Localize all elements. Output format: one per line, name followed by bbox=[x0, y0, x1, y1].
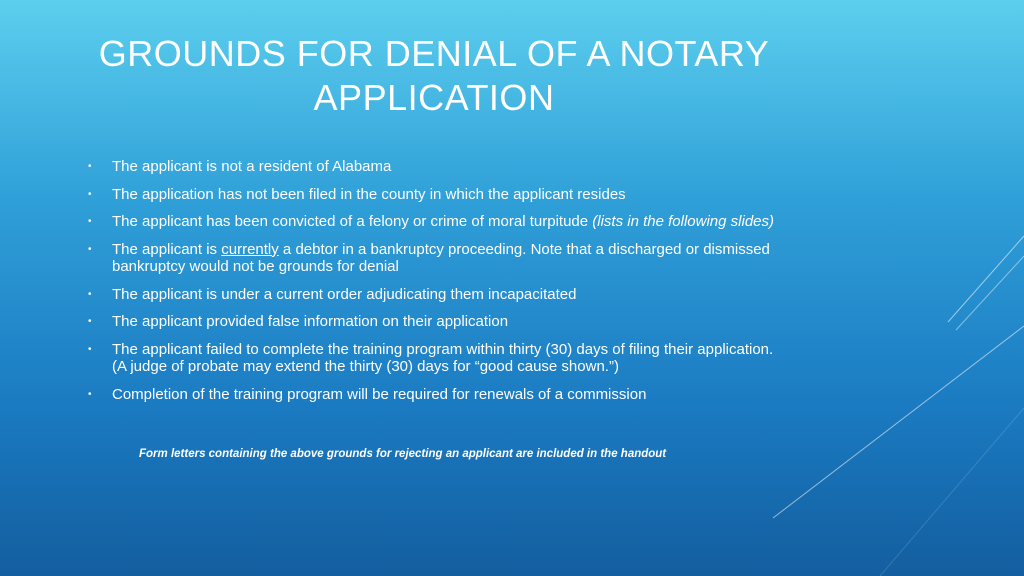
bullet-icon: • bbox=[88, 161, 92, 172]
bullet-text: The applicant is under a current order adjudicating them incapacitated bbox=[112, 285, 577, 303]
decorative-line bbox=[956, 256, 1024, 330]
bullet-text: The applicant has been convicted of a felony or crime of moral turpitude bbox=[112, 213, 593, 230]
footnote: Form letters containing the above grounds for rejecting an applicant are included in the handout bbox=[139, 448, 667, 460]
bullet-item-bankruptcy bbox=[88, 241, 788, 276]
bullet-text-italic: (lists in the following slides) bbox=[592, 213, 775, 230]
bullet-icon: • bbox=[88, 316, 92, 327]
bullet-item-incapacitated bbox=[88, 286, 788, 304]
slide-title-line-2: APPLICATION bbox=[313, 77, 555, 118]
bullet-item-felony bbox=[88, 213, 788, 231]
bullet-item-not-resident bbox=[88, 158, 788, 176]
bullet-text: The applicant failed to complete the training program within thirty (30) days of filing their application. (A judge of probate may extend the thirty (30) days for “good cause shown.”) bbox=[112, 340, 774, 375]
decorative-line bbox=[880, 408, 1024, 576]
bullet-item-wrong-county bbox=[88, 186, 788, 204]
slide-title-line-1: GROUNDS FOR DENIAL OF A NOTARY bbox=[98, 33, 770, 74]
bullet-text: The applicant is not a resident of Alabama bbox=[112, 158, 392, 175]
bullet-list bbox=[88, 158, 788, 413]
bullet-item-training-renewal bbox=[88, 386, 788, 404]
bullet-icon: • bbox=[88, 343, 92, 355]
bullet-icon: • bbox=[88, 216, 92, 227]
bullet-icon: • bbox=[88, 388, 92, 400]
bullet-item-training-failed bbox=[88, 341, 788, 376]
bullet-text: The application has not been filed in the county in which the applicant resides bbox=[112, 185, 626, 203]
decorative-line bbox=[773, 326, 1024, 518]
bullet-icon: • bbox=[88, 288, 92, 300]
slide-title bbox=[60, 32, 808, 120]
bullet-item-false-information bbox=[88, 313, 788, 331]
bullet-text-post: a debtor in a bankruptcy proceeding. Note that a discharged or dismissed bankruptcy would not be grounds for denial bbox=[112, 240, 770, 275]
bullet-text-pre: The applicant is bbox=[112, 240, 222, 258]
decorative-line bbox=[948, 236, 1024, 322]
bullet-text-underlined: currently bbox=[221, 240, 279, 258]
bullet-icon: • bbox=[88, 243, 92, 255]
bullet-text: The applicant provided false information on their application bbox=[112, 313, 509, 330]
bullet-icon: • bbox=[88, 188, 92, 200]
bullet-text: Completion of the training program will be required for renewals of a commission bbox=[112, 385, 647, 403]
